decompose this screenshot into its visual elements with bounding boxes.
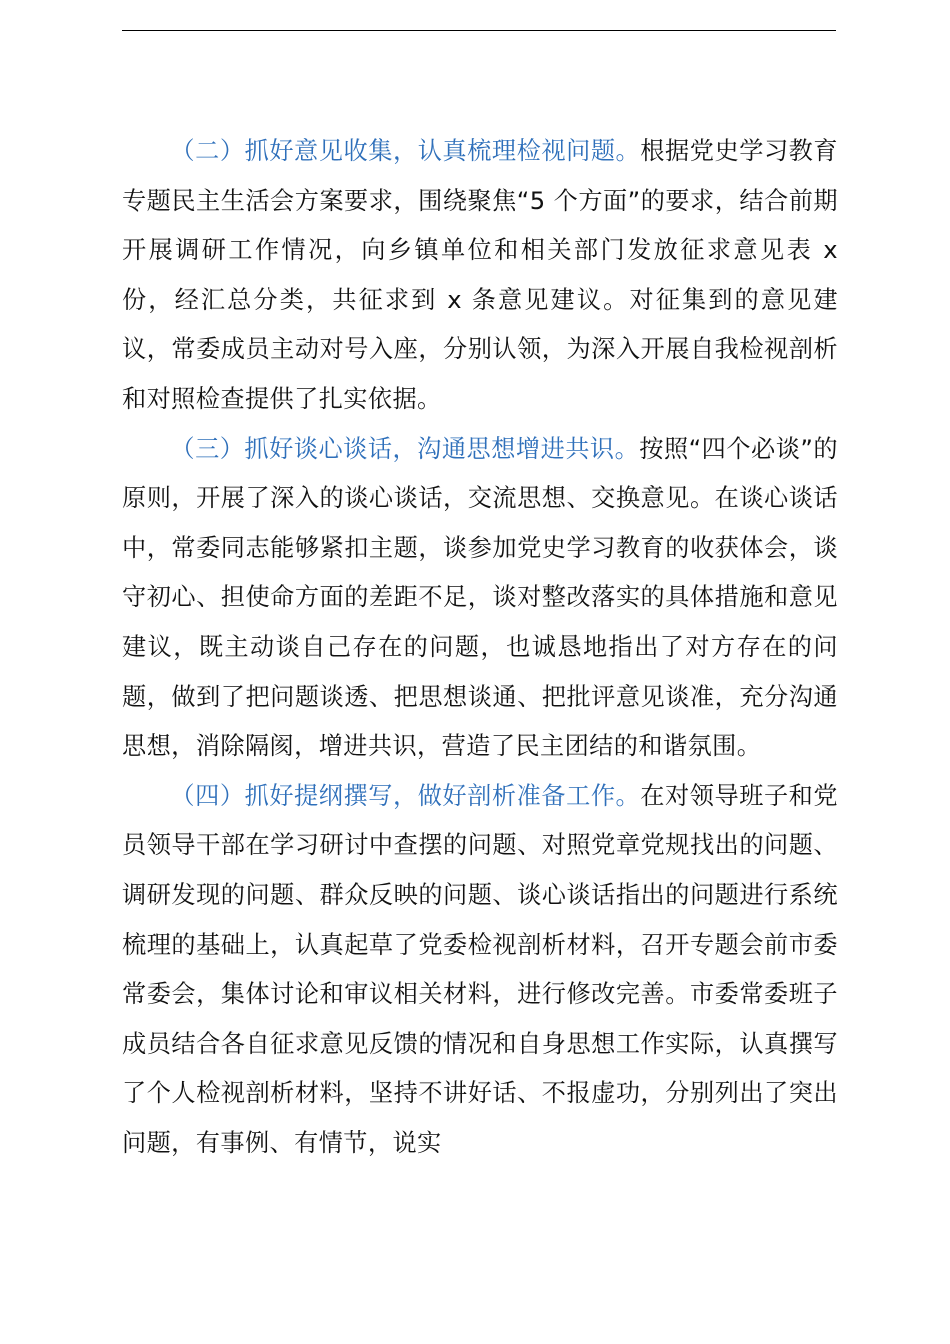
section-heading: （三）抓好谈心谈话，沟通思想增进共识。: [170, 434, 640, 463]
paragraph-section-4: [122, 772, 838, 1169]
paragraph-text: 按照“四个必谈”的原则，开展了深入的谈心谈话，交流思想、交换意见。在谈心谈话中，常委同志能够紧扣主题，谈参加党史学习教育的收获体会，谈守初心、担使命方面的差距不足，谈对整改落实的具体措施和意见建议，既主动谈自己存在的问题，也诚恳地指出了对方存在的问题，做到了把问题谈透、把思想谈通、把批评意见谈准，充分沟通思想，消除隔阂，增进共识，营造了民主团结的和谐氛围。: [122, 434, 838, 761]
section-heading: （四）抓好提纲撰写，做好剖析准备工作。: [170, 781, 641, 810]
paragraph-section-2: [122, 127, 838, 425]
header-rule: [122, 30, 836, 31]
paragraph-text: 在对领导班子和党员领导干部在学习研讨中查摆的问题、对照党章党规找出的问题、调研发现的问题、群众反映的问题、谈心谈话指出的问题进行系统梳理的基础上，认真起草了党委检视剖析材料，召开专题会前市委常委会，集体讨论和审议相关材料，进行修改完善。市委常委班子成员结合各自征求意见反馈的情况和自身思想工作实际，认真撰写了个人检视剖析材料，坚持不讲好话、不报虚功，分别列出了突出问题，有事例、有情节，说实: [122, 781, 839, 1157]
document-body: [122, 127, 838, 1168]
paragraph-text: 根据党史学习教育专题民主生活会方案要求，围绕聚焦“5 个方面”的要求，结合前期开展调研工作情况，向乡镇单位和相关部门发放征求意见表 x 份，经汇总分类，共征求到 x 条意见建议。对征集到的意见建议，常委成员主动对号入座，分别认领，为深入开展自我检视剖析和对照检查提供了扎实依据。: [122, 137, 839, 413]
paragraph-section-3: [122, 425, 838, 772]
section-heading: （二）抓好意见收集，认真梳理检视问题。: [170, 137, 641, 165]
